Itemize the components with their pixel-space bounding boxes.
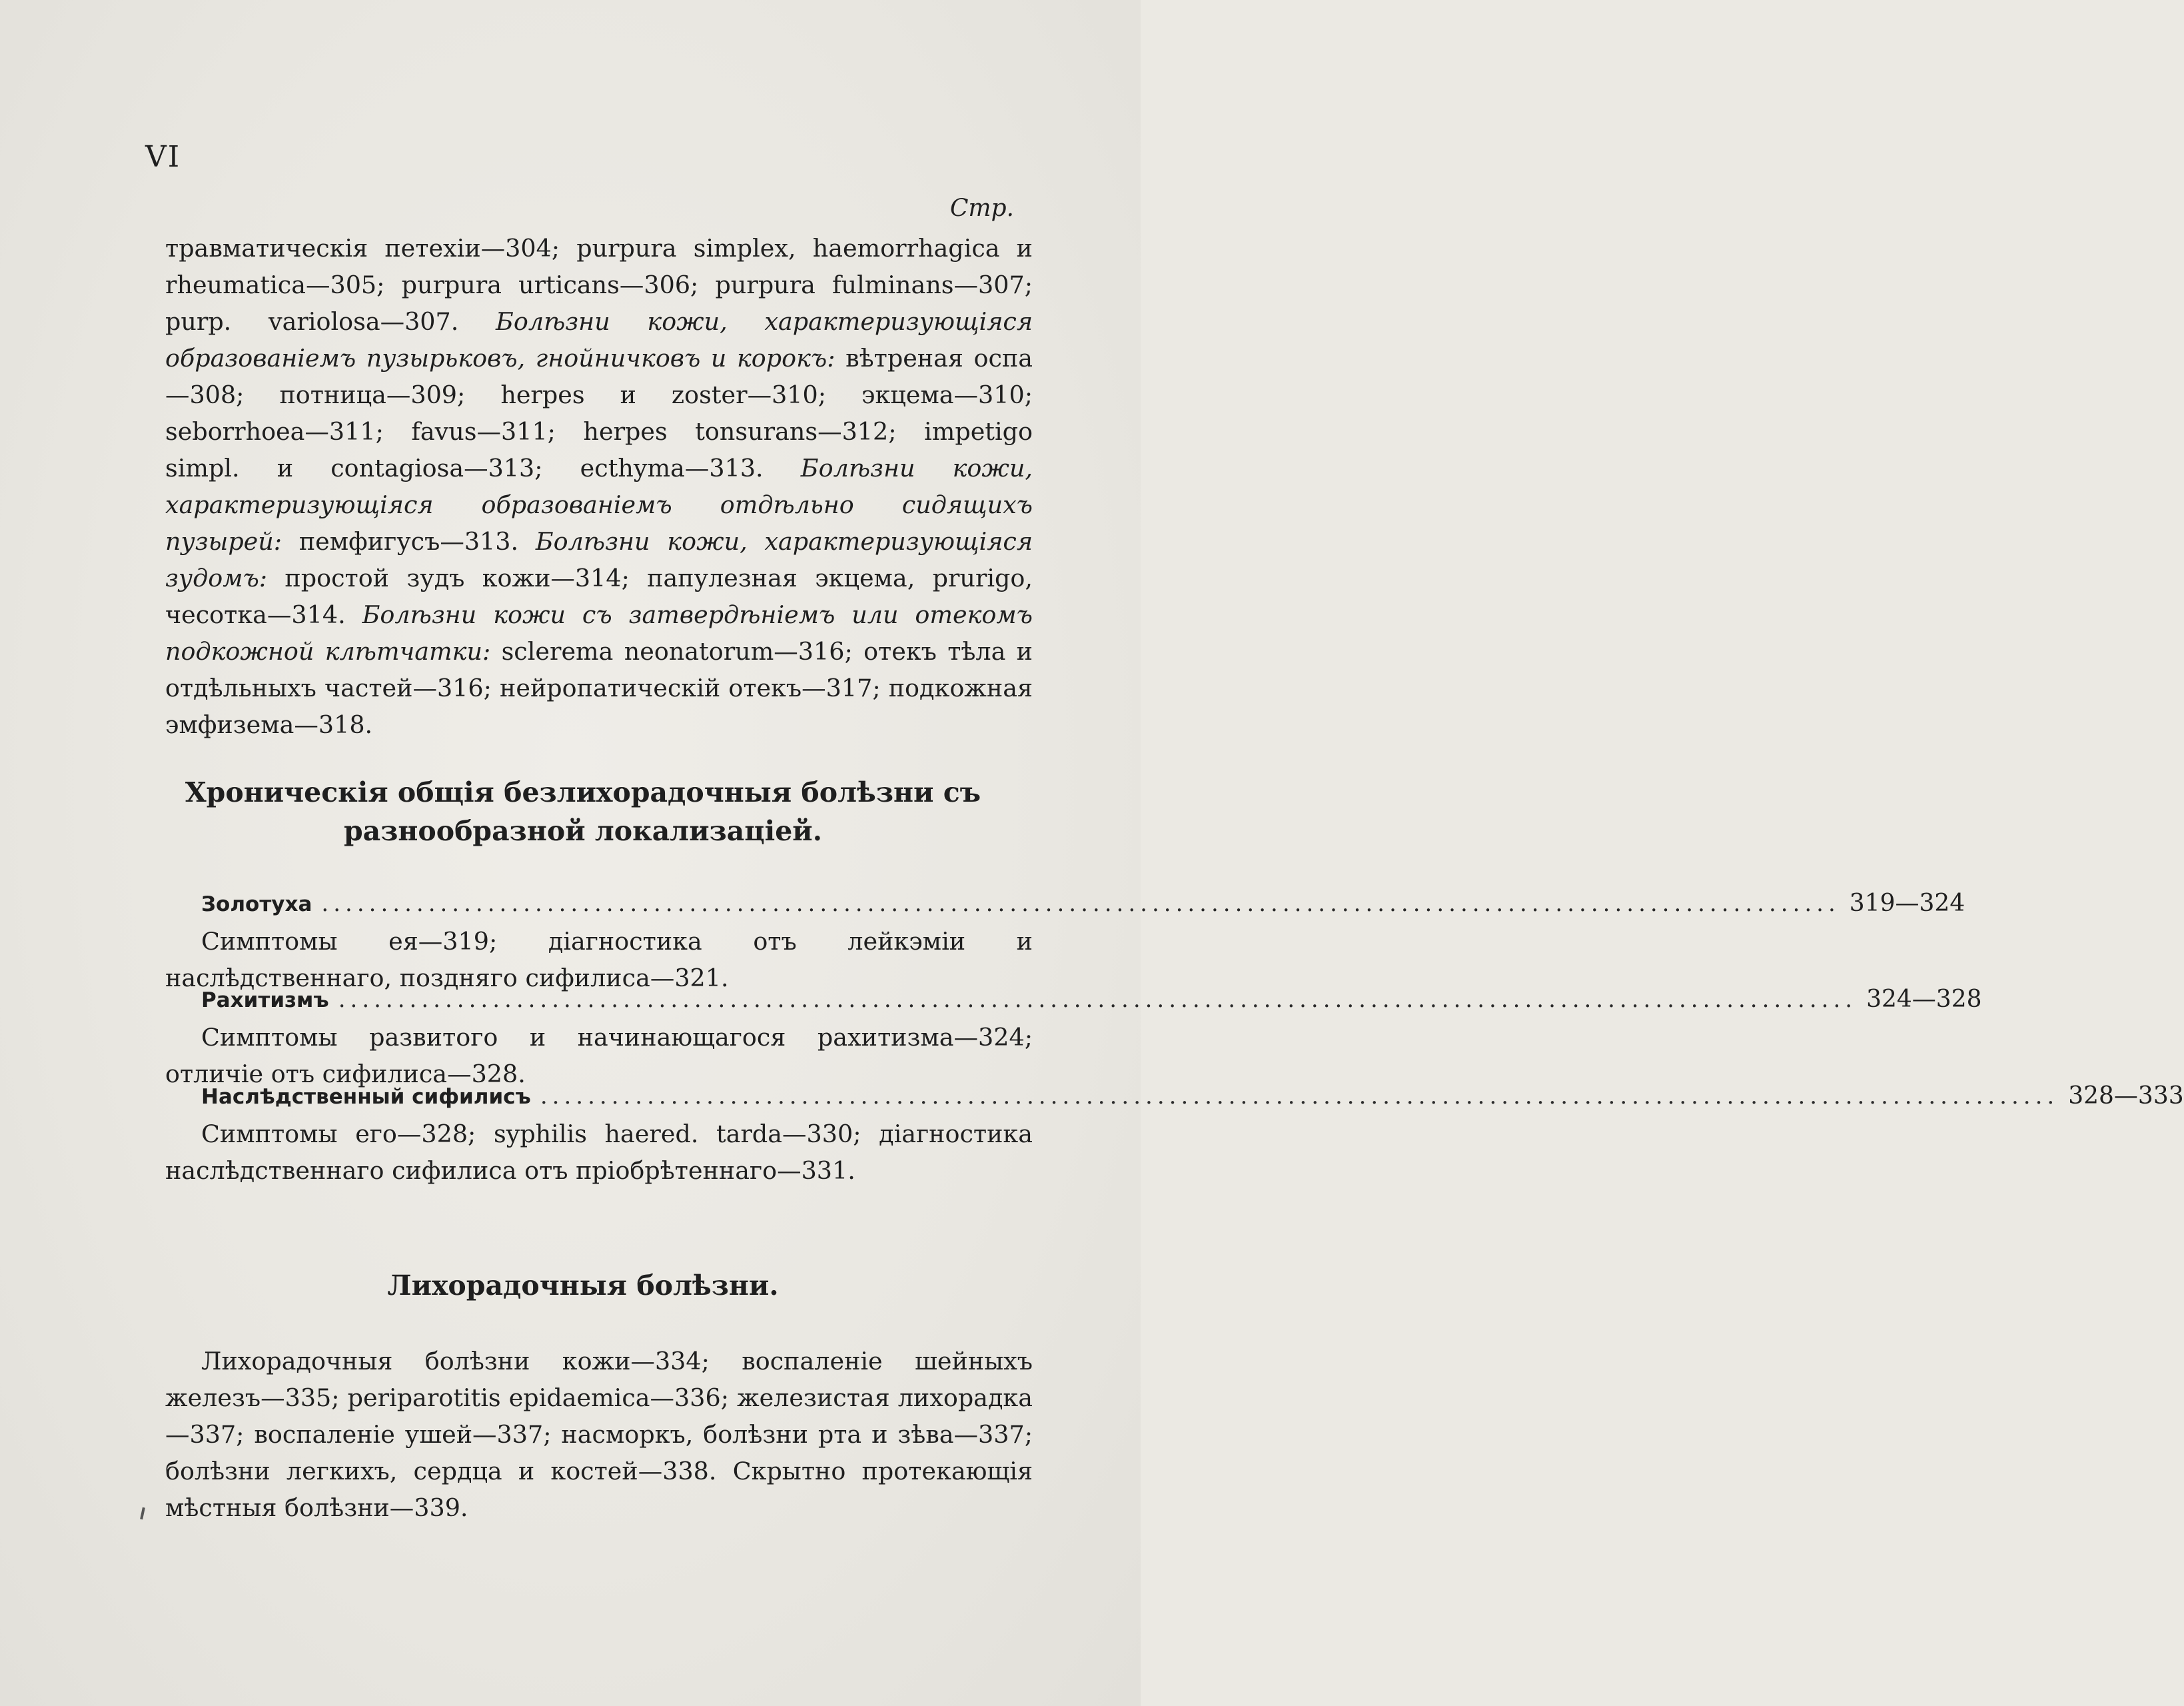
intro-segment: пемфигусъ—313. [282, 527, 536, 556]
toc-entry-title: Золотуха [201, 892, 312, 916]
section-heading-febrile: Лихорадочныя болѣзни. [387, 1270, 779, 1301]
toc-entry-description: Симптомы развитого и начинающагося рахитизма—324; отличіе отъ сифилиса—328. [165, 1023, 1033, 1088]
toc-entry-title: Наслѣдственный сифилисъ [201, 1085, 531, 1109]
toc-entry-description: Симптомы его—328; syphilis haered. tarda—330; діагностика наслѣдственнаго сифилиса отъ пріобрѣтеннаго—331. [165, 1120, 1033, 1185]
intro-segment: травматическія петехіи—304; purpura simplex, haemorrhagica и rheumatica—305; purpura urticans—306; purpura fulminans—307; purp. variolosa—307. [165, 234, 1033, 336]
intro-segment: sclerema neonatorum—316; отекъ тѣла и отдѣльныхъ частей—316; нейропатическій отекъ—317; подкожная эмфизема—318. [165, 637, 1033, 739]
leader-dots: ................................................................................................................................ [321, 890, 1840, 917]
toc-entry-title: Рахитизмъ [201, 988, 329, 1012]
section-heading-line: разнообразной локализаціей. [343, 815, 822, 847]
intro-segment-italic: Болѣзни кожи, характеризующіяся зудомъ: [165, 527, 1033, 592]
leader-dots: ................................................................................................................................ [540, 1083, 2059, 1110]
section-heading-chronic [133, 773, 1033, 850]
toc-entry-description: Симптомы ея—319; діагностика отъ лейкэміи и наслѣдственнаго, поздняго сифилиса—321. [165, 927, 1033, 992]
section-heading-line: Хроническія общія безлихорадочныя болѣзни съ [185, 776, 981, 808]
toc-entry-header [165, 981, 1982, 1019]
pages-column-header: Стр. [949, 195, 1014, 222]
toc-entry [165, 1078, 2184, 1189]
page-folio: VI [145, 140, 181, 174]
febrile-paragraph: Лихорадочныя болѣзни кожи—334; воспаленіе шейныхъ железъ—335; periparotitis epidaemica—336; железистая лихорадка—337; воспаленіе ушей—337; насморкъ, болѣзни рта и зѣва—337; болѣзни легкихъ, сердца и костей—338. Скрытно протекающія мѣстныя болѣзни—339. [165, 1347, 1033, 1522]
intro-segment-italic: Болѣзни кожи съ затвердѣніемъ или отекомъ подкожной клѣтчатки: [165, 600, 1033, 666]
toc-entry-pages: 319—324 [1849, 890, 1965, 917]
toc-entry [165, 885, 1965, 996]
intro-paragraph [165, 230, 1033, 743]
toc-entry-pages: 324—328 [1866, 986, 1982, 1013]
intro-segment-italic: Болѣзни кожи, характеризующіяся образованіемъ отдѣльно сидящихъ пузырей: [165, 454, 1033, 556]
toc-entry [165, 981, 1982, 1092]
leader-dots: ................................................................................................................................ [338, 986, 1858, 1013]
toc-entry-header [165, 885, 1965, 923]
toc-entry-header [165, 1078, 2184, 1116]
toc-entry-pages: 328—333 [2068, 1082, 2184, 1110]
ink-mark [140, 1507, 145, 1519]
intro-segment: простой зудъ кожи—314; папулезная экцема, prurigo, чесотка—314. [165, 564, 1033, 629]
intro-segment: вѣтреная оспа—308; потница—309; herpes и zoster—310; экцема—310; seborrhoea—311; favus—311; herpes tonsurans—312; impetigo simpl. и contagiosa—313; ecthyma—313. [165, 344, 1033, 482]
intro-segment-italic: Болѣзни кожи, характеризующіяся образованіемъ пузырьковъ, гнойничковъ и корокъ: [165, 307, 1033, 373]
